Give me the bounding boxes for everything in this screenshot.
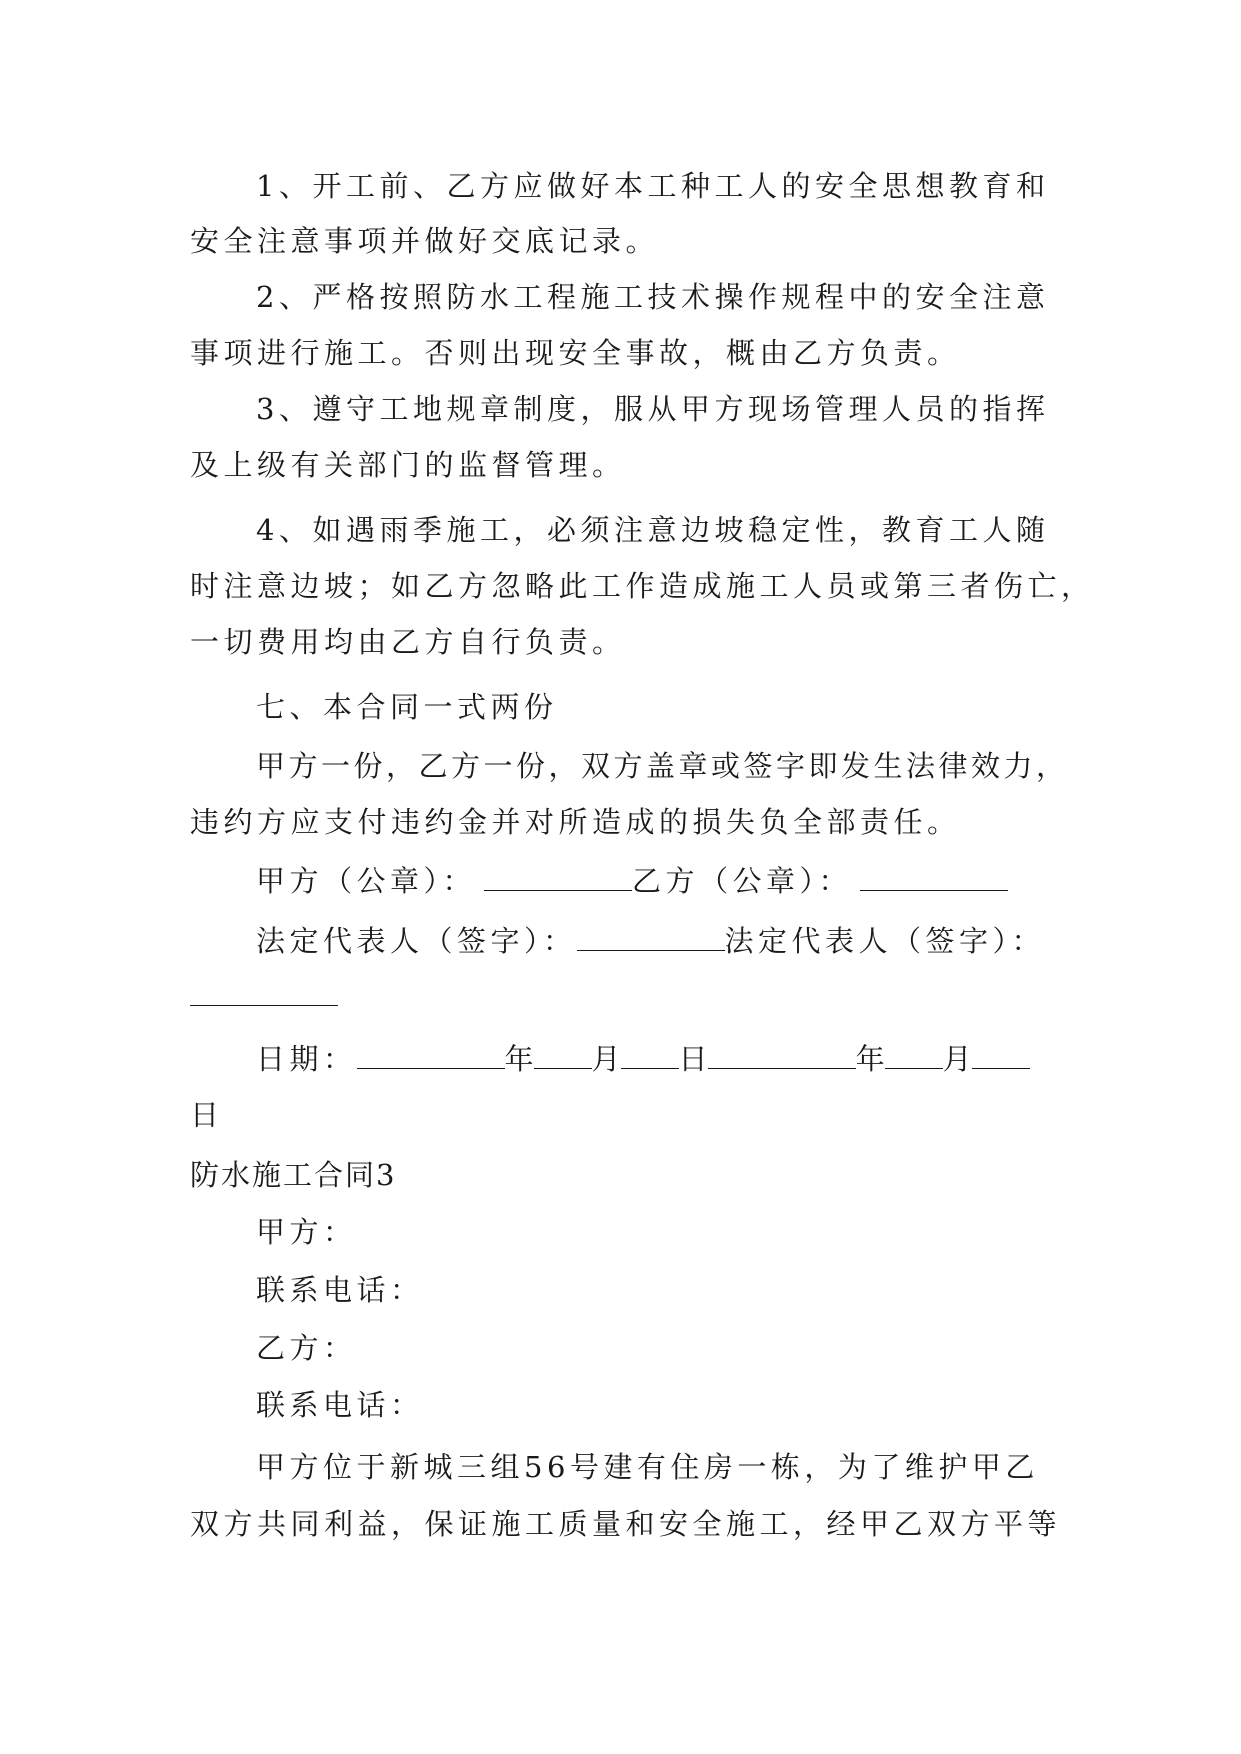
phone-a-label: 联系电话：: [256, 1273, 424, 1307]
clause-3-line-2: 及上级有关部门的监督管理。: [190, 448, 626, 482]
date-b-day: 日: [190, 1098, 224, 1132]
clause-4-line-1: 4、如遇雨季施工，必须注意边坡稳定性，教育工人随: [256, 513, 1050, 547]
date-a-day: 日: [678, 1042, 708, 1076]
clause-4-line-3: 一切费用均由乙方自行负责。: [190, 625, 626, 659]
phone-b-label: 联系电话：: [256, 1388, 424, 1422]
date-a-day-blank: [621, 1040, 679, 1069]
date-a-year: 年: [504, 1042, 534, 1076]
clause-4-line-2: 时注意边坡；如乙方忽略此工作造成施工人员或第三者伤亡，: [190, 569, 1095, 603]
date-b-month: 月: [942, 1042, 972, 1076]
date-a-month-blank: [534, 1040, 592, 1069]
clause-1-line-1: 1、开工前、乙方应做好本工种工人的安全思想教育和: [256, 169, 1050, 203]
clause-1-line-2: 安全注意事项并做好交底记录。: [190, 224, 660, 258]
clause-2-line-2: 事项进行施工。否则出现安全事故，概由乙方负责。: [190, 336, 961, 370]
party-a-label: 甲方：: [256, 1215, 357, 1249]
section-seven-heading: 七、本合同一式两份: [256, 690, 558, 724]
seal-line: [256, 861, 1050, 901]
copies-line-2: 违约方应支付违约金并对所造成的损失负全部责任。: [190, 805, 961, 839]
clause-2-line-1: 2、严格按照防水工程施工技术操作规程中的安全注意: [256, 280, 1050, 314]
party-b-label: 乙方：: [256, 1331, 357, 1365]
rep-b-label: 法定代表人（签字）：: [724, 924, 1046, 958]
intro-line-2: 双方共同利益，保证施工质量和安全施工，经甲乙双方平等: [190, 1507, 1062, 1541]
section-title: 防水施工合同3: [190, 1158, 397, 1192]
party-a-seal-blank: [484, 862, 632, 891]
clause-3-line-1: 3、遵守工地规章制度，服从甲方现场管理人员的指挥: [256, 392, 1050, 426]
party-b-seal-label: 乙方（公章）：: [632, 864, 853, 898]
party-a-seal-label: 甲方（公章）：: [256, 864, 477, 898]
date-b-year: 年: [855, 1042, 885, 1076]
date-a-month: 月: [591, 1042, 621, 1076]
rep-a-blank: [577, 922, 725, 951]
copies-line-1: 甲方一份，乙方一份，双方盖章或签字即发生法律效力，: [256, 749, 1069, 783]
date-b-month-blank: [885, 1040, 943, 1069]
date-label: 日期：: [256, 1042, 357, 1076]
rep-b-blank-line: [190, 976, 1050, 1016]
representative-line: [256, 921, 1050, 961]
rep-a-label: 法定代表人（签字）：: [256, 924, 577, 958]
rep-b-blank: [190, 977, 338, 1006]
date-line: [256, 1039, 1050, 1079]
party-b-seal-blank: [860, 862, 1008, 891]
date-b-day-blank: [972, 1040, 1030, 1069]
intro-line-1: 甲方位于新城三组56号建有住房一栋，为了维护甲乙: [256, 1450, 1039, 1484]
date-b-year-blank: [708, 1040, 856, 1069]
date-a-year-blank: [357, 1040, 505, 1069]
